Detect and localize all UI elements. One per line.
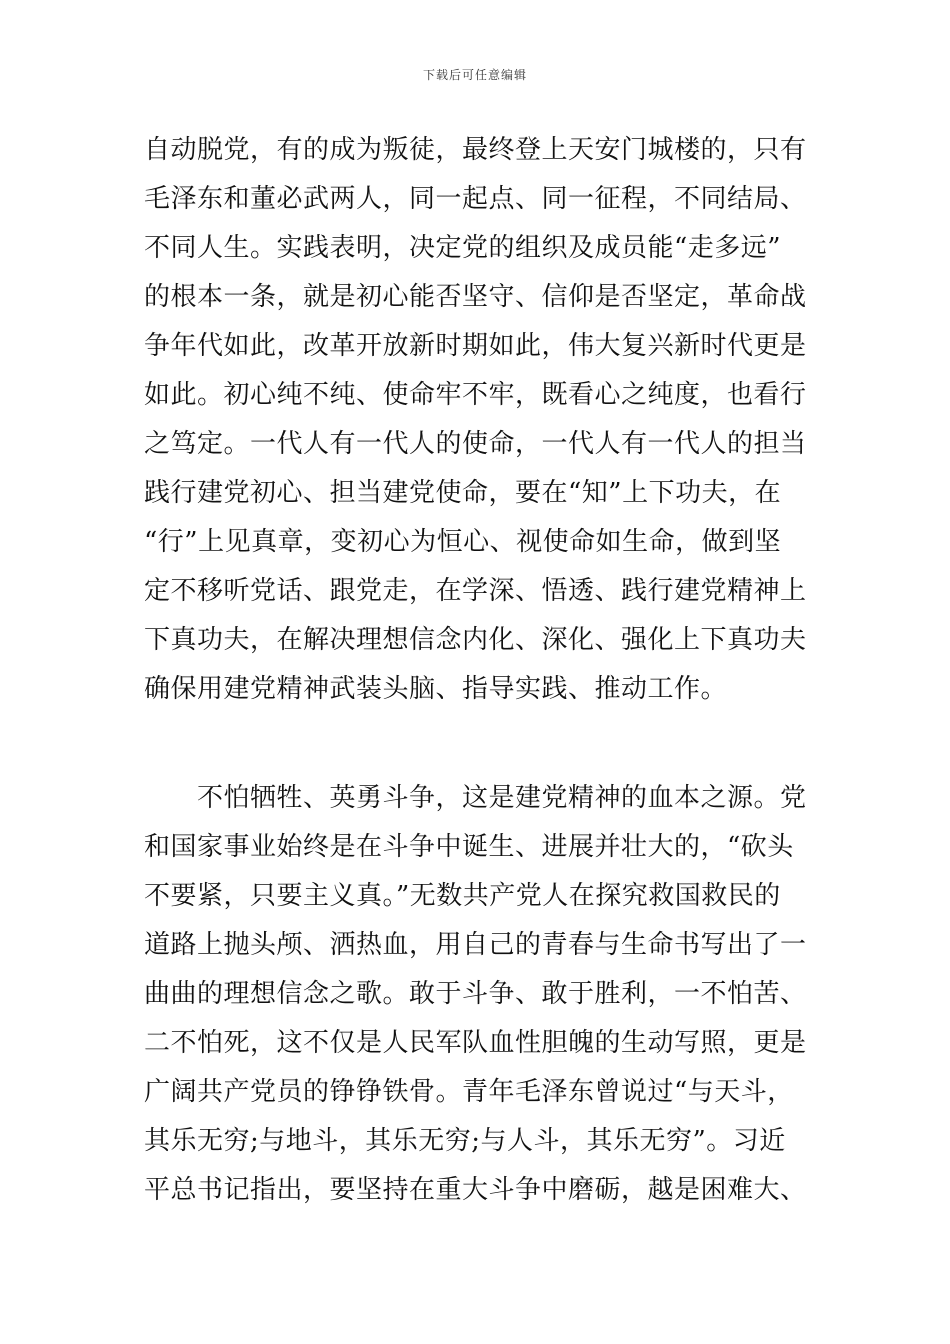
text-line: 不要紧，只要主义真。”无数共产党人在探究救国救民的 bbox=[144, 881, 781, 911]
text-line: 曲曲的理想信念之歌。敢于斗争、敢于胜利，一不怕苦、 bbox=[144, 979, 807, 1009]
text-line: 二不怕死，这不仅是人民军队血性胆魄的生动写照，更是 bbox=[144, 1028, 807, 1058]
text-line: 下真功夫，在解决理想信念内化、深化、强化上下真功夫 bbox=[144, 625, 807, 655]
text-line: 毛泽东和董必武两人，同一起点、同一征程，不同结局、 bbox=[144, 184, 807, 214]
paragraph-one bbox=[144, 126, 824, 714]
text-line: 争年代如此，改革开放新时期如此，伟大复兴新时代更是 bbox=[144, 331, 807, 361]
text-line: 其乐无穷;与地斗，其乐无穷;与人斗，其乐无穷”。习近 bbox=[144, 1126, 786, 1156]
text-line: 确保用建党精神武装头脑、指导实践、推动工作。 bbox=[144, 674, 728, 704]
text-line: 不同人生。实践表明，决定党的组织及成员能“走多远” bbox=[144, 233, 782, 263]
text-line: 践行建党初心、担当建党使命，要在“知”上下功夫，在 bbox=[144, 478, 782, 508]
text-line: 道路上抛头颅、洒热血，用自己的青春与生命书写出了一 bbox=[144, 930, 807, 960]
text-line: 广阔共产党员的铮铮铁骨。青年毛泽东曾说过“与天斗， bbox=[144, 1077, 794, 1107]
text-line: 自动脱党，有的成为叛徒，最终登上天安门城楼的，只有 bbox=[144, 135, 807, 165]
text-line: 不怕牺牲、英勇斗争，这是建党精神的血本之源。党 bbox=[144, 783, 807, 813]
text-line: 平总书记指出，要坚持在重大斗争中磨砺，越是困难大、 bbox=[144, 1175, 807, 1205]
text-line: 定不移听党话、跟党走，在学深、悟透、践行建党精神上 bbox=[144, 576, 807, 606]
text-line: 如此。初心纯不纯、使命牢不牢，既看心之纯度，也看行 bbox=[144, 380, 807, 410]
text-line: “行”上见真章，变初心为恒心、视使命如生命，做到坚 bbox=[144, 527, 782, 557]
text-line: 之笃定。一代人有一代人的使命，一代人有一代人的担当 bbox=[144, 429, 807, 459]
paragraph-two bbox=[144, 774, 824, 1215]
header-note: 下载后可任意编辑 bbox=[422, 68, 527, 82]
text-line: 的根本一条，就是初心能否坚守、信仰是否坚定，革命战 bbox=[144, 282, 807, 312]
text-line: 和国家事业始终是在斗争中诞生、进展并壮大的，“砍头 bbox=[144, 832, 794, 862]
